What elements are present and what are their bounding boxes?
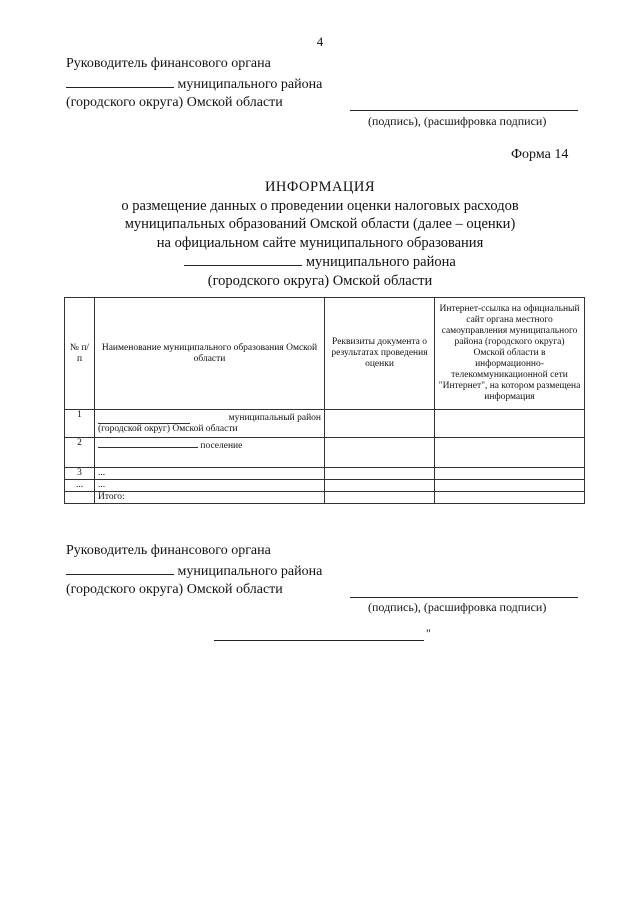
row-requisites <box>325 438 435 468</box>
bottom-head-title: Руководитель финансового органа <box>66 543 271 558</box>
table-header-row <box>65 298 585 410</box>
header-name: Наименование муниципального образования Омской области <box>95 298 325 410</box>
header-num: № п/п <box>65 298 95 410</box>
row-name <box>95 438 325 468</box>
row-requisites <box>325 468 435 480</box>
table-row-total <box>65 492 585 504</box>
row-link <box>435 410 585 438</box>
title-line-5-suffix: муниципального района <box>305 254 456 270</box>
row-requisites <box>325 410 435 438</box>
title-heading: ИНФОРМАЦИЯ <box>264 179 376 195</box>
closing-line <box>214 640 424 641</box>
table-row <box>65 480 585 492</box>
top-district-suffix: муниципального района <box>177 77 323 92</box>
blank-underline <box>98 414 190 424</box>
row-num: 3 <box>65 468 95 480</box>
row-name <box>95 410 325 438</box>
document-title <box>0 178 640 290</box>
row-num: 1 <box>65 410 95 438</box>
title-line-6: (городского округа) Омской области <box>207 272 433 289</box>
blank-underline <box>184 252 302 266</box>
page-number: 4 <box>316 34 324 49</box>
row-num: 2 <box>65 438 95 468</box>
row-num <box>65 492 95 504</box>
table-row <box>65 468 585 480</box>
form-label: Форма 14 <box>511 147 569 162</box>
row-name: ... <box>95 480 325 492</box>
row-link <box>435 480 585 492</box>
info-table <box>64 297 585 504</box>
header-link: Интернет-ссылка на официальный сайт органа местного самоуправления муниципального района (городского округа) Омской области в информационно-телекоммуникационной сети "Интернет", на котором размещена информация <box>435 298 585 410</box>
blank-underline <box>98 438 198 448</box>
bottom-region-line: (городского округа) Омской области <box>66 582 283 597</box>
bottom-signature-caption: (подпись), (расшифровка подписи) <box>368 600 547 614</box>
blank-underline <box>66 561 174 575</box>
row-link <box>435 492 585 504</box>
row-link <box>435 468 585 480</box>
row-requisites <box>325 480 435 492</box>
row-name-a: муниципальный район <box>228 412 321 423</box>
row-num: ... <box>65 480 95 492</box>
row-name: ... <box>95 468 325 480</box>
top-signature-line <box>350 110 578 111</box>
header-requisites: Реквизиты документа о результатах проведения оценки <box>325 298 435 410</box>
top-signature-caption: (подпись), (расшифровка подписи) <box>368 114 547 128</box>
table-row <box>65 438 585 468</box>
row-name-a: поселение <box>200 441 243 451</box>
closing-quote-mark: " <box>426 626 431 640</box>
top-district-line <box>66 74 322 94</box>
bottom-district-suffix: муниципального района <box>177 564 323 579</box>
title-line-2: о размещение данных о проведении оценки налоговых расходов <box>121 197 519 214</box>
blank-underline <box>66 74 174 88</box>
row-name: Итого: <box>95 492 325 504</box>
title-line-4: на официальном сайте муниципального образования <box>156 234 484 251</box>
top-region-line: (городского округа) Омской области <box>66 95 283 110</box>
top-head-title: Руководитель финансового органа <box>66 56 271 71</box>
bottom-signature-line <box>350 597 578 598</box>
title-line-5 <box>0 252 640 272</box>
title-line-3: муниципальных образований Омской области (далее – оценки) <box>124 216 516 232</box>
row-name-b: (городской округ) Омской области <box>98 423 238 434</box>
row-link <box>435 438 585 468</box>
bottom-district-line <box>66 561 322 581</box>
row-requisites <box>325 492 435 504</box>
table-row <box>65 410 585 438</box>
